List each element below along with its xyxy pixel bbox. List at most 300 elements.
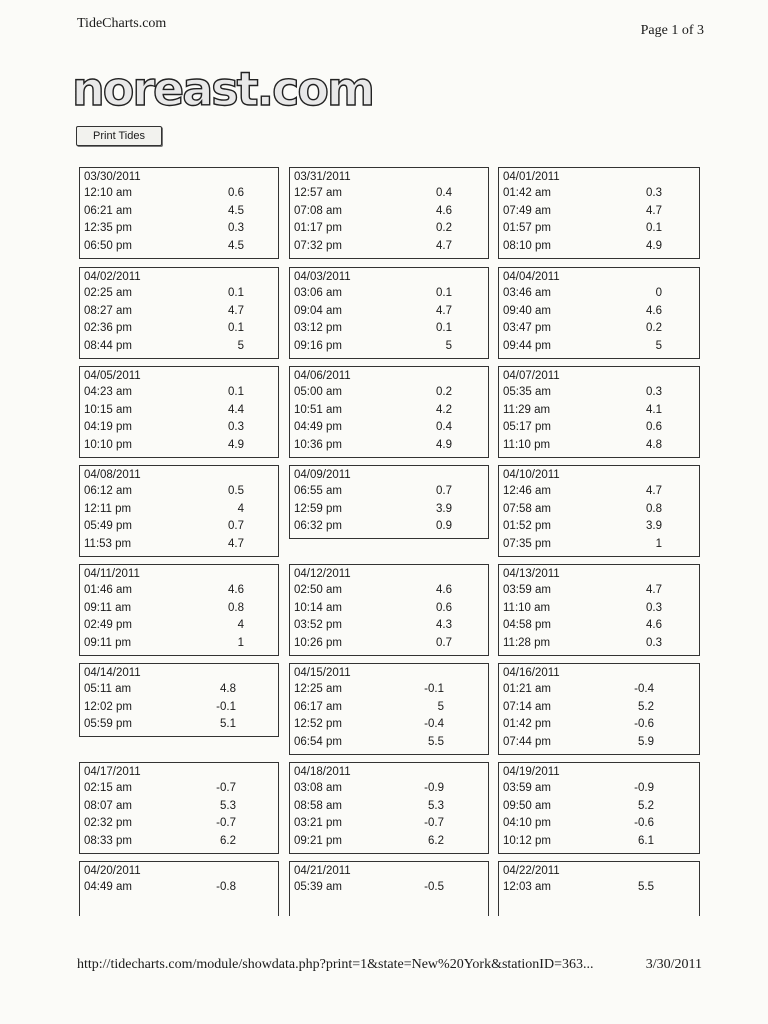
tide-height: 0.7: [436, 636, 452, 649]
tide-date: 04/05/2011: [84, 370, 141, 382]
tide-time: 02:50 am: [294, 584, 342, 596]
tide-height: 5: [237, 339, 244, 352]
tide-entry: [499, 203, 699, 221]
tide-height: 4.6: [436, 204, 452, 217]
tide-date: 04/04/2011: [503, 271, 560, 283]
tide-entry: [499, 734, 699, 752]
tide-height: 4.9: [436, 438, 452, 451]
tide-day-box: [498, 861, 700, 916]
tide-entry: [499, 419, 699, 437]
tide-date: 04/14/2011: [84, 667, 141, 679]
tide-height: -0.1: [216, 700, 236, 713]
tide-entry: [290, 798, 488, 816]
tide-entry: [499, 220, 699, 238]
tide-date: 04/19/2011: [503, 766, 560, 778]
tide-time: 12:46 am: [503, 485, 551, 497]
tide-time: 07:14 am: [503, 700, 551, 713]
tide-height: 4.9: [228, 438, 244, 451]
tide-time: 05:11 am: [84, 683, 132, 695]
tide-height: 3.9: [646, 520, 662, 533]
tide-date: 04/11/2011: [84, 568, 140, 580]
tide-entry: [499, 238, 699, 256]
tide-height: 4.7: [228, 304, 244, 317]
tide-date: 04/18/2011: [294, 766, 351, 778]
tide-entry: [290, 780, 488, 798]
tide-entry: [499, 536, 699, 554]
tide-day-box: [498, 762, 700, 854]
tide-entry: [80, 879, 278, 897]
tide-entry: [499, 879, 699, 897]
tide-height: -0.9: [634, 782, 654, 794]
tide-entry: [499, 338, 699, 356]
tide-entry: [80, 437, 278, 455]
tide-date: 04/02/2011: [84, 271, 141, 283]
tide-entry: [290, 320, 488, 338]
tide-date: 04/07/2011: [503, 370, 560, 382]
tide-height: 5.2: [638, 799, 654, 812]
tide-height: 0.9: [436, 520, 452, 533]
tide-time: 05:17 pm: [503, 421, 551, 434]
tide-entry: [80, 582, 278, 600]
tide-time: 10:12 pm: [503, 834, 551, 847]
tide-entry: [290, 238, 488, 256]
tide-height: 4.6: [646, 304, 662, 317]
tide-height: 4.5: [228, 239, 244, 252]
tide-entry: [80, 220, 278, 238]
tide-height: 5.3: [220, 799, 236, 812]
tide-height: 4.6: [436, 584, 452, 596]
tide-time: 03:47 pm: [503, 322, 551, 335]
tide-height: 0.6: [646, 421, 662, 434]
tide-day-box: [79, 267, 279, 359]
tide-entry: [499, 285, 699, 303]
tide-height: 0.3: [646, 187, 662, 199]
site-name: TideCharts.com: [77, 16, 167, 31]
tide-date: 04/10/2011: [503, 469, 560, 481]
tide-entry: [290, 303, 488, 321]
tide-day-box: [289, 861, 489, 916]
tide-entry: [499, 699, 699, 717]
footer-url: http://tidecharts.com/module/showdata.php?print=1&state=New%20York&stationID=363...: [77, 957, 594, 972]
tide-height: 0.7: [228, 520, 244, 533]
tide-entry: [499, 582, 699, 600]
tide-time: 10:51 am: [294, 403, 342, 416]
tide-height: 4.3: [436, 619, 452, 632]
tide-time: 03:59 am: [503, 782, 551, 794]
tide-day-box: [498, 267, 700, 359]
tide-entry: [80, 518, 278, 536]
tide-height: 4.7: [646, 485, 662, 497]
noreast-logo[interactable]: noreast.com: [72, 62, 373, 116]
tide-entry: [80, 635, 278, 653]
tide-time: 09:11 am: [84, 601, 132, 614]
tide-height: 4.9: [646, 239, 662, 252]
tide-time: 03:12 pm: [294, 322, 342, 335]
tide-entry: [80, 185, 278, 203]
tide-day-box: [289, 762, 489, 854]
tide-time: 02:15 am: [84, 782, 132, 794]
tide-time: 01:21 am: [503, 683, 551, 695]
tide-time: 12:57 am: [294, 187, 342, 199]
tide-entry: [80, 303, 278, 321]
tide-time: 01:46 am: [84, 584, 132, 596]
tide-time: 08:07 am: [84, 799, 132, 812]
tide-entry: [290, 501, 488, 519]
tide-entry: [80, 320, 278, 338]
tide-entry: [290, 285, 488, 303]
tide-height: 0.1: [646, 222, 662, 235]
tide-height: 4.8: [646, 438, 662, 451]
tide-time: 07:49 am: [503, 204, 551, 217]
tide-height: 4.5: [228, 204, 244, 217]
tide-time: 07:32 pm: [294, 239, 342, 252]
tide-height: 0.3: [228, 421, 244, 434]
tide-day-box: [289, 267, 489, 359]
tide-date: 04/01/2011: [503, 171, 560, 183]
tide-day-box: [289, 167, 489, 259]
tide-time: 12:03 am: [503, 881, 551, 893]
tide-date: 04/12/2011: [294, 568, 351, 580]
tide-height: 4.8: [220, 683, 236, 695]
tide-time: 02:49 pm: [84, 619, 132, 632]
tide-time: 08:10 pm: [503, 239, 551, 252]
tide-height: 0.5: [228, 485, 244, 497]
tide-day-box: [498, 663, 700, 755]
tide-date: 04/17/2011: [84, 766, 141, 778]
tide-time: 06:12 am: [84, 485, 132, 497]
tide-time: 03:06 am: [294, 287, 342, 299]
tide-entry: [290, 879, 488, 897]
tide-height: 0.1: [228, 386, 244, 398]
tide-height: 4: [237, 619, 244, 632]
tide-height: 0.8: [646, 502, 662, 515]
tide-time: 10:10 pm: [84, 438, 132, 451]
footer-date: 3/30/2011: [645, 957, 702, 972]
tide-date: 04/03/2011: [294, 271, 351, 283]
tide-entry: [290, 833, 488, 851]
tide-height: 0.4: [436, 187, 452, 199]
tide-time: 12:59 pm: [294, 502, 342, 515]
tide-height: 0.6: [436, 601, 452, 614]
tide-height: 1: [237, 636, 244, 649]
tide-entry: [80, 338, 278, 356]
tide-time: 08:58 am: [294, 799, 342, 812]
tide-entry: [290, 483, 488, 501]
tide-time: 12:52 pm: [294, 718, 342, 731]
tide-time: 12:10 am: [84, 187, 132, 199]
tide-entry: [499, 600, 699, 618]
tide-time: 10:26 pm: [294, 636, 342, 649]
tide-height: 6.1: [638, 834, 654, 847]
tide-time: 04:49 pm: [294, 421, 342, 434]
tide-time: 12:11 pm: [84, 502, 132, 515]
tide-entry: [80, 833, 278, 851]
tide-entry: [499, 635, 699, 653]
print-tides-button[interactable]: Print Tides: [76, 126, 162, 146]
tide-entry: [290, 600, 488, 618]
tide-time: 12:35 pm: [84, 222, 132, 235]
tide-entry: [499, 815, 699, 833]
tide-entry: [80, 600, 278, 618]
tide-day-box: [79, 366, 279, 458]
tide-entry: [499, 185, 699, 203]
tide-entry: [290, 617, 488, 635]
tide-time: 10:15 am: [84, 403, 132, 416]
tide-entry: [80, 716, 278, 734]
tide-height: 4.6: [646, 619, 662, 632]
tide-height: 0.7: [436, 485, 452, 497]
tide-time: 07:58 am: [503, 502, 551, 515]
tide-height: -0.5: [424, 881, 444, 893]
tide-time: 06:17 am: [294, 700, 342, 713]
tide-entry: [290, 815, 488, 833]
tide-height: 5: [445, 339, 452, 352]
tide-time: 07:35 pm: [503, 537, 551, 550]
tide-day-box: [289, 465, 489, 539]
tide-height: 4.7: [436, 304, 452, 317]
tide-height: 4.2: [436, 403, 452, 416]
tide-time: 05:59 pm: [84, 718, 132, 731]
tide-time: 12:25 am: [294, 683, 342, 695]
tide-height: 5.2: [638, 700, 654, 713]
tide-height: 0.1: [228, 322, 244, 335]
tide-entry: [290, 681, 488, 699]
tide-entry: [80, 536, 278, 554]
tide-time: 11:10 am: [503, 601, 551, 614]
tide-time: 09:21 pm: [294, 834, 342, 847]
tide-entry: [80, 780, 278, 798]
tide-height: 4.7: [228, 537, 244, 550]
tide-entry: [290, 220, 488, 238]
tide-time: 12:02 pm: [84, 700, 132, 713]
tide-entry: [290, 402, 488, 420]
tide-time: 03:52 pm: [294, 619, 342, 632]
tide-day-box: [498, 167, 700, 259]
tide-entry: [499, 483, 699, 501]
tide-height: 4.7: [436, 239, 452, 252]
tide-entry: [290, 518, 488, 536]
tide-time: 06:21 am: [84, 204, 132, 217]
tide-entry: [80, 681, 278, 699]
tide-entry: [80, 798, 278, 816]
tide-day-box: [79, 861, 279, 916]
tide-entry: [499, 437, 699, 455]
tide-height: 5.1: [220, 718, 236, 731]
tide-height: 4.1: [646, 403, 662, 416]
tide-time: 11:53 pm: [84, 537, 132, 550]
tide-date: 04/06/2011: [294, 370, 351, 382]
tide-date: 04/13/2011: [503, 568, 560, 580]
tide-time: 03:21 pm: [294, 817, 342, 830]
tide-entry: [80, 815, 278, 833]
tide-entry: [290, 338, 488, 356]
tide-height: 0.1: [228, 287, 244, 299]
tide-height: 0: [655, 287, 662, 299]
tide-entry: [290, 635, 488, 653]
tide-entry: [499, 518, 699, 536]
tide-height: 5.3: [428, 799, 444, 812]
tide-time: 01:42 pm: [503, 718, 551, 731]
tide-height: 0.2: [436, 222, 452, 235]
tide-time: 05:39 am: [294, 881, 342, 893]
tide-height: 0.6: [228, 187, 244, 199]
tide-height: 0.3: [646, 601, 662, 614]
tide-time: 10:14 am: [294, 601, 342, 614]
tide-time: 09:40 am: [503, 304, 551, 317]
tide-height: 6.2: [428, 834, 444, 847]
tide-height: -0.6: [634, 718, 654, 731]
tide-time: 03:59 am: [503, 584, 551, 596]
tide-entry: [290, 582, 488, 600]
tide-day-box: [289, 663, 489, 755]
tide-entry: [290, 203, 488, 221]
tide-entry: [499, 833, 699, 851]
tide-time: 05:35 am: [503, 386, 551, 398]
tide-date: 04/21/2011: [294, 865, 351, 877]
tide-time: 09:50 am: [503, 799, 551, 812]
tide-time: 11:29 am: [503, 403, 551, 416]
tide-height: 0.2: [646, 322, 662, 335]
tide-entry: [290, 185, 488, 203]
tide-time: 02:36 pm: [84, 322, 132, 335]
tide-height: 0.3: [646, 386, 662, 398]
tide-time: 08:44 pm: [84, 339, 132, 352]
tide-entry: [80, 285, 278, 303]
tide-height: 5.9: [638, 735, 654, 748]
tide-date: 03/30/2011: [84, 171, 141, 183]
tide-day-box: [498, 564, 700, 656]
tide-entry: [499, 320, 699, 338]
tide-entry: [80, 203, 278, 221]
tide-date: 04/22/2011: [503, 865, 560, 877]
tide-height: -0.4: [424, 718, 444, 731]
tide-height: 0.3: [228, 222, 244, 235]
tide-entry: [80, 501, 278, 519]
tide-entry: [499, 501, 699, 519]
tide-height: -0.1: [424, 683, 444, 695]
tide-time: 06:55 am: [294, 485, 342, 497]
tide-day-box: [79, 167, 279, 259]
tide-height: -0.7: [424, 817, 444, 830]
tide-time: 02:25 am: [84, 287, 132, 299]
tide-time: 05:00 am: [294, 386, 342, 398]
tide-day-box: [289, 564, 489, 656]
tide-time: 02:32 pm: [84, 817, 132, 830]
tide-entry: [290, 419, 488, 437]
tide-entry: [80, 617, 278, 635]
tide-entry: [80, 483, 278, 501]
tide-entry: [290, 734, 488, 752]
tide-entry: [499, 780, 699, 798]
tide-time: 07:44 pm: [503, 735, 551, 748]
tide-entry: [80, 384, 278, 402]
tide-time: 04:49 am: [84, 881, 132, 893]
tide-time: 04:10 pm: [503, 817, 551, 830]
tide-time: 09:44 pm: [503, 339, 551, 352]
tide-time: 01:17 pm: [294, 222, 342, 235]
tide-height: 3.9: [436, 502, 452, 515]
tide-time: 03:08 am: [294, 782, 342, 794]
tide-entry: [499, 402, 699, 420]
tide-time: 03:46 am: [503, 287, 551, 299]
tide-height: 4.7: [646, 204, 662, 217]
tide-entry: [290, 716, 488, 734]
tide-entry: [290, 384, 488, 402]
tide-date: 04/08/2011: [84, 469, 141, 481]
tide-time: 07:08 am: [294, 204, 342, 217]
tide-height: 4: [237, 502, 244, 515]
tide-time: 08:27 am: [84, 304, 132, 317]
tide-entry: [499, 617, 699, 635]
tide-entry: [499, 716, 699, 734]
tide-entry: [499, 384, 699, 402]
tide-day-box: [79, 465, 279, 557]
tide-height: 4.7: [646, 584, 662, 596]
tide-height: 0.3: [646, 636, 662, 649]
tide-height: 4.6: [228, 584, 244, 596]
tide-time: 04:58 pm: [503, 619, 551, 632]
tide-time: 01:42 am: [503, 187, 551, 199]
tide-entry: [290, 699, 488, 717]
tide-entry: [499, 798, 699, 816]
tide-height: 5: [655, 339, 662, 352]
tide-date: 04/16/2011: [503, 667, 560, 679]
tide-time: 04:19 pm: [84, 421, 132, 434]
tide-time: 11:10 pm: [503, 438, 551, 451]
tide-entry: [80, 699, 278, 717]
tide-time: 08:33 pm: [84, 834, 132, 847]
tide-time: 09:16 pm: [294, 339, 342, 352]
tide-height: 5: [437, 700, 444, 713]
tide-height: 0.8: [228, 601, 244, 614]
tide-entry: [80, 238, 278, 256]
tide-height: 1: [655, 537, 662, 550]
tide-day-box: [289, 366, 489, 458]
tide-height: 0.2: [436, 386, 452, 398]
tide-height: 6.2: [220, 834, 236, 847]
tide-height: -0.8: [216, 881, 236, 893]
tide-height: 5.5: [638, 881, 654, 893]
tide-day-box: [79, 564, 279, 656]
tide-date: 04/09/2011: [294, 469, 351, 481]
tide-height: -0.7: [216, 817, 236, 830]
tide-entry: [80, 402, 278, 420]
tide-day-box: [498, 366, 700, 458]
tide-time: 05:49 pm: [84, 520, 132, 533]
tide-height: 0.1: [436, 287, 452, 299]
tide-entry: [499, 303, 699, 321]
tide-entry: [80, 419, 278, 437]
tide-entry: [499, 681, 699, 699]
tide-entry: [290, 437, 488, 455]
tide-time: 09:11 pm: [84, 636, 132, 649]
tide-time: 11:28 pm: [503, 636, 551, 649]
tide-time: 04:23 am: [84, 386, 132, 398]
tide-time: 06:50 pm: [84, 239, 132, 252]
tide-date: 04/20/2011: [84, 865, 141, 877]
tide-day-box: [79, 663, 279, 737]
tide-height: -0.4: [634, 683, 654, 695]
tide-time: 06:54 pm: [294, 735, 342, 748]
tide-time: 06:32 pm: [294, 520, 342, 533]
tide-height: 0.4: [436, 421, 452, 434]
tide-time: 01:57 pm: [503, 222, 551, 235]
page-indicator: Page 1 of 3: [640, 23, 704, 38]
tide-height: -0.6: [634, 817, 654, 830]
tide-time: 09:04 am: [294, 304, 342, 317]
tide-time: 01:52 pm: [503, 520, 551, 533]
tide-height: 4.4: [228, 403, 244, 416]
